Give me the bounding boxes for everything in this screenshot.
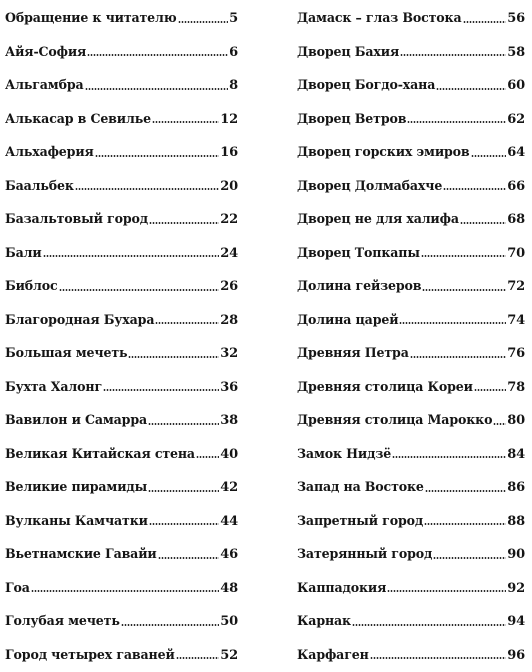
dot-leader: [460, 222, 506, 224]
toc-entry: [5, 337, 238, 371]
dot-leader: [128, 356, 219, 358]
toc-entry-page-number: 24: [220, 247, 238, 260]
dot-leader: [387, 590, 506, 592]
toc-entry-page-number: 16: [220, 146, 238, 159]
toc-entry-page-number: 46: [220, 548, 238, 561]
toc-entry-title: Великие пирамиды: [5, 481, 147, 494]
dot-leader: [493, 423, 506, 425]
toc-entry-page-number: 62: [507, 113, 525, 126]
dot-leader: [410, 356, 507, 358]
toc-entry-page-number: 28: [220, 314, 238, 327]
dot-leader: [399, 322, 506, 324]
toc-entry-title: Дворец Долмабахче: [297, 180, 442, 193]
toc-entry-page-number: 56: [507, 12, 525, 25]
dot-leader: [176, 657, 220, 659]
toc-entry-page-number: 74: [507, 314, 525, 327]
toc-entry-page-number: 60: [507, 79, 525, 92]
toc-entry-title: Альгамбра: [5, 79, 84, 92]
toc-entry: [5, 237, 238, 271]
toc-entry-title: Альхаферия: [5, 146, 94, 159]
toc-entry-title: Баальбек: [5, 180, 74, 193]
toc-entry: [297, 471, 525, 505]
toc-entry-page-number: 20: [220, 180, 238, 193]
toc-entry-title: Дворец не для халифа: [297, 213, 459, 226]
toc-entry-title: Библос: [5, 280, 58, 293]
dot-leader: [424, 523, 506, 525]
toc-entry-title: Голубая мечеть: [5, 615, 120, 628]
toc-entry-title: Долина царей: [297, 314, 398, 327]
dot-leader: [178, 21, 229, 23]
dot-leader: [196, 456, 219, 458]
toc-entry-page-number: 48: [220, 582, 238, 595]
toc-entry-title: Алькасар в Севилье: [5, 113, 151, 126]
toc-entry-page-number: 78: [507, 381, 525, 394]
dot-leader: [103, 389, 219, 391]
toc-entry: [297, 371, 525, 405]
toc-entry-title: Запад на Востоке: [297, 481, 424, 494]
toc-entry-title: Бали: [5, 247, 42, 260]
toc-entry: [297, 538, 525, 572]
dot-leader: [422, 289, 506, 291]
dot-leader: [43, 255, 220, 257]
toc-entry-title: Город четырех гаваней: [5, 649, 175, 662]
toc-entry-title: Айя-София: [5, 46, 86, 59]
toc-entry-page-number: 70: [507, 247, 525, 260]
toc-entry: [5, 505, 238, 539]
toc-entry: [5, 605, 238, 639]
dot-leader: [474, 389, 506, 391]
toc-entry: [5, 471, 238, 505]
toc-entry-page-number: 50: [220, 615, 238, 628]
dot-leader: [352, 624, 506, 626]
toc-entry-title: Дворец Ветров: [297, 113, 406, 126]
toc-entry: [297, 36, 525, 70]
toc-entry: [5, 136, 238, 170]
toc-entry-page-number: 68: [507, 213, 525, 226]
toc-entry: [5, 270, 238, 304]
toc-entry-page-number: 42: [220, 481, 238, 494]
dot-leader: [443, 188, 506, 190]
toc-entry-title: Вьетнамские Гавайи: [5, 548, 157, 561]
toc-entry: [297, 505, 525, 539]
toc-entry-page-number: 88: [507, 515, 525, 528]
dot-leader: [158, 557, 220, 559]
toc-entry-page-number: 6: [229, 46, 238, 59]
toc-entry-title: Дворец Бахия: [297, 46, 399, 59]
toc-entry-page-number: 8: [229, 79, 238, 92]
toc-entry-page-number: 5: [229, 12, 238, 25]
dot-leader: [121, 624, 219, 626]
toc-entry-title: Великая Китайская стена: [5, 448, 195, 461]
toc-entry: [5, 69, 238, 103]
toc-entry: [5, 371, 238, 405]
toc-entry-title: Обращение к читателю: [5, 12, 177, 25]
toc-entry-page-number: 22: [220, 213, 238, 226]
dot-leader: [155, 322, 219, 324]
toc-entry-page-number: 80: [507, 414, 525, 427]
toc-entry-title: Благородная Бухара: [5, 314, 154, 327]
toc-entry-title: Бухта Халонг: [5, 381, 102, 394]
toc-entry-page-number: 90: [507, 548, 525, 561]
toc-entry: [297, 337, 525, 371]
toc-entry: [5, 404, 238, 438]
dot-leader: [95, 155, 220, 157]
toc-entry-title: Затерянный город: [297, 548, 432, 561]
toc-entry: [5, 304, 238, 338]
toc-entry-page-number: 26: [220, 280, 238, 293]
toc-entry-page-number: 32: [220, 347, 238, 360]
toc-entry: [5, 572, 238, 606]
toc-entry-page-number: 44: [220, 515, 238, 528]
toc-entry: [297, 2, 525, 36]
toc-entry-title: Каппадокия: [297, 582, 386, 595]
toc-entry-page-number: 12: [220, 113, 238, 126]
dot-leader: [436, 88, 506, 90]
toc-entry: [5, 639, 238, 672]
dot-leader: [433, 557, 506, 559]
toc-entry-title: Базальтовый город: [5, 213, 148, 226]
toc-entry-title: Древняя столица Марокко: [297, 414, 492, 427]
dot-leader: [400, 54, 506, 56]
dot-leader: [31, 590, 219, 592]
dot-leader: [463, 21, 507, 23]
toc-entry-page-number: 58: [507, 46, 525, 59]
toc-entry: [297, 103, 525, 137]
toc-entry: [297, 136, 525, 170]
toc-entry-title: Дворец Топкапы: [297, 247, 420, 260]
toc-entry: [297, 639, 525, 672]
toc-entry-title: Большая мечеть: [5, 347, 127, 360]
dot-leader: [392, 456, 506, 458]
dot-leader: [370, 657, 507, 659]
toc-entry: [297, 69, 525, 103]
toc-entry-page-number: 96: [507, 649, 525, 662]
dot-leader: [471, 155, 507, 157]
toc-entry-title: Вулканы Камчатки: [5, 515, 148, 528]
toc-entry: [297, 170, 525, 204]
dot-leader: [425, 490, 506, 492]
toc-entry-title: Долина гейзеров: [297, 280, 421, 293]
toc-entry-page-number: 36: [220, 381, 238, 394]
dot-leader: [87, 54, 228, 56]
toc-entry: [297, 404, 525, 438]
toc-entry: [5, 103, 238, 137]
dot-leader: [75, 188, 219, 190]
toc-entry-page-number: 94: [507, 615, 525, 628]
toc-entry-page-number: 84: [507, 448, 525, 461]
toc-entry: [297, 237, 525, 271]
toc-entry-title: Карфаген: [297, 649, 369, 662]
toc-entry-title: Древняя Петра: [297, 347, 409, 360]
toc-entry: [297, 304, 525, 338]
toc-entry: [5, 36, 238, 70]
toc-entry-page-number: 38: [220, 414, 238, 427]
toc-entry: [5, 170, 238, 204]
toc-entry: [5, 538, 238, 572]
dot-leader: [149, 222, 219, 224]
dot-leader: [421, 255, 506, 257]
toc-column-left: [5, 0, 238, 672]
toc-entry: [297, 438, 525, 472]
dot-leader: [148, 490, 219, 492]
dot-leader: [149, 523, 219, 525]
toc-entry-title: Запретный город: [297, 515, 423, 528]
toc-entry-title: Древняя столица Кореи: [297, 381, 473, 394]
toc-entry-page-number: 40: [220, 448, 238, 461]
toc-entry-page-number: 66: [507, 180, 525, 193]
toc-entry-page-number: 86: [507, 481, 525, 494]
toc-entry: [297, 203, 525, 237]
toc-entry: [5, 2, 238, 36]
toc-entry: [5, 203, 238, 237]
toc-entry-title: Карнак: [297, 615, 351, 628]
toc-entry-title: Замок Нидзё: [297, 448, 391, 461]
toc-entry-title: Дамаск – глаз Востока: [297, 12, 462, 25]
toc-entry-page-number: 72: [507, 280, 525, 293]
toc-entry-page-number: 92: [507, 582, 525, 595]
toc-entry-title: Гоа: [5, 582, 30, 595]
toc-entry-page-number: 52: [220, 649, 238, 662]
toc-entry: [297, 605, 525, 639]
dot-leader: [59, 289, 220, 291]
toc-entry: [5, 438, 238, 472]
dot-leader: [85, 88, 229, 90]
dot-leader: [407, 121, 506, 123]
toc-entry-page-number: 76: [507, 347, 525, 360]
toc-entry-title: Дворец горских эмиров: [297, 146, 470, 159]
toc-entry-title: Вавилон и Самарра: [5, 414, 147, 427]
toc-entry: [297, 270, 525, 304]
dot-leader: [152, 121, 219, 123]
toc-column-right: [297, 0, 525, 672]
toc-entry-title: Дворец Богдо-хана: [297, 79, 435, 92]
toc-entry-page-number: 64: [507, 146, 525, 159]
toc-entry: [297, 572, 525, 606]
dot-leader: [148, 423, 219, 425]
